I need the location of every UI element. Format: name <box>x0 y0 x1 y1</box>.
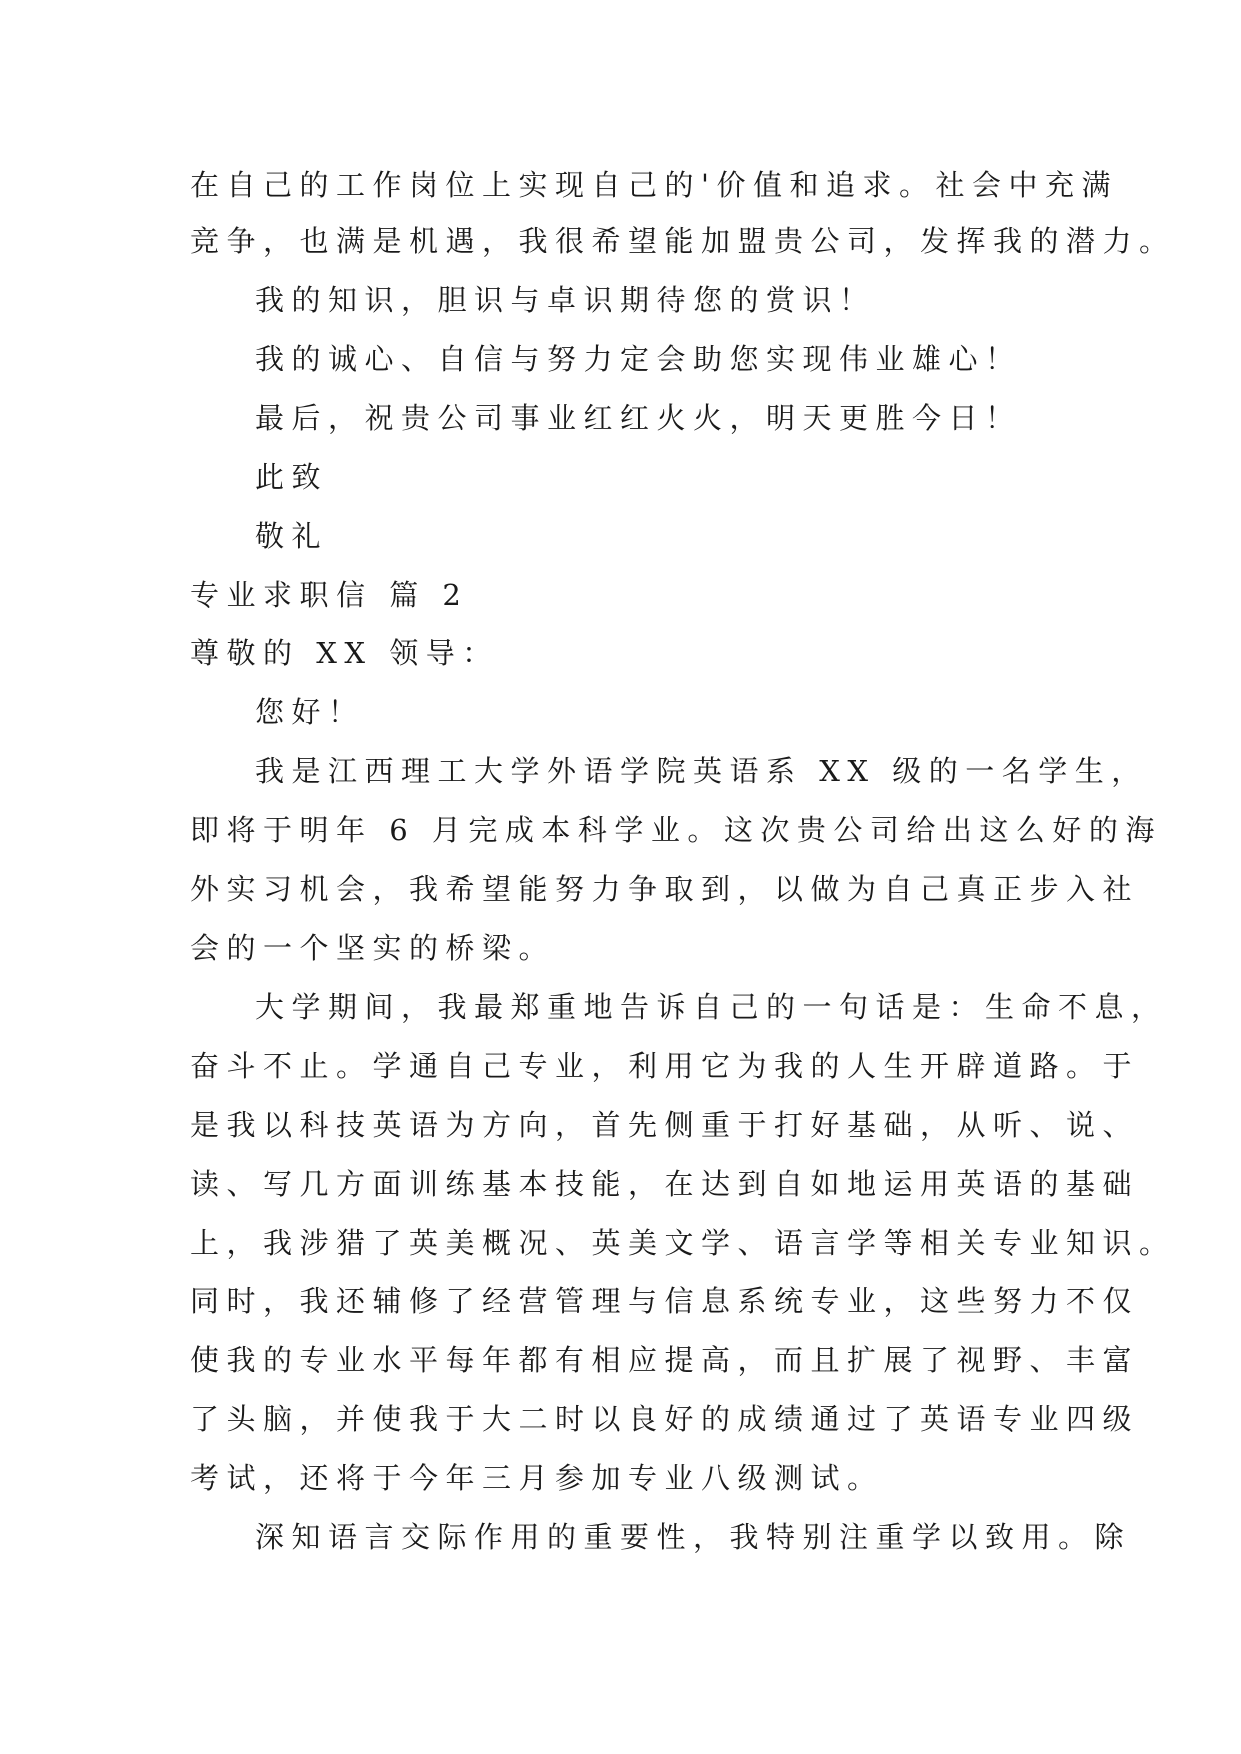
text-line: 我的知识，胆识与卓识期待您的赏识！ <box>255 283 876 317</box>
text-line: 使我的专业水平每年都有相应提高，而且扩展了视野、丰富 <box>190 1343 1140 1377</box>
salutation: 尊敬的 XX 领导： <box>190 636 499 670</box>
text-line: 敬礼 <box>255 519 329 553</box>
text-line: 即将于明年 6 月完成本科学业。这次贵公司给出这么好的海 <box>190 813 1162 847</box>
text-line: 此致 <box>255 460 329 494</box>
text-line: 读、写几方面训练基本技能，在达到自如地运用英语的基础 <box>190 1167 1140 1201</box>
text-line: 了头脑，并使我于大二时以良好的成绩通过了英语专业四级 <box>190 1402 1140 1436</box>
text-line: 考试，还将于今年三月参加专业八级测试。 <box>190 1461 884 1495</box>
greeting: 您好！ <box>255 695 365 729</box>
text-line: 我是江西理工大学外语学院英语系 XX 级的一名学生， <box>255 754 1148 788</box>
text-line: 上，我涉猎了英美概况、英美文学、语言学等相关专业知识。 <box>190 1226 1176 1260</box>
text-line: 我的诚心、自信与努力定会助您实现伟业雄心！ <box>255 342 1022 376</box>
text-line: 是我以科技英语为方向，首先侧重于打好基础，从听、说、 <box>190 1108 1140 1142</box>
text-line: 最后，祝贵公司事业红红火火，明天更胜今日！ <box>255 401 1022 435</box>
text-line: 外实习机会，我希望能努力争取到，以做为自己真正步入社 <box>190 872 1140 906</box>
text-line: 会的一个坚实的桥梁。 <box>190 931 556 965</box>
text-line: 奋斗不止。学通自己专业，利用它为我的人生开辟道路。于 <box>190 1049 1140 1083</box>
text-line: 深知语言交际作用的重要性，我特别注重学以致用。除 <box>255 1520 1132 1554</box>
text-line: 同时，我还辅修了经营管理与信息系统专业，这些努力不仅 <box>190 1284 1140 1318</box>
section-heading: 专业求职信 篇 2 <box>190 578 469 612</box>
text-line: 在自己的工作岗位上实现自己的'价值和追求。社会中充满 <box>190 168 1118 202</box>
text-line: 大学期间，我最郑重地告诉自己的一句话是：生命不息， <box>255 990 1168 1024</box>
text-line: 竞争，也满是机遇，我很希望能加盟贵公司，发挥我的潜力。 <box>190 224 1176 258</box>
